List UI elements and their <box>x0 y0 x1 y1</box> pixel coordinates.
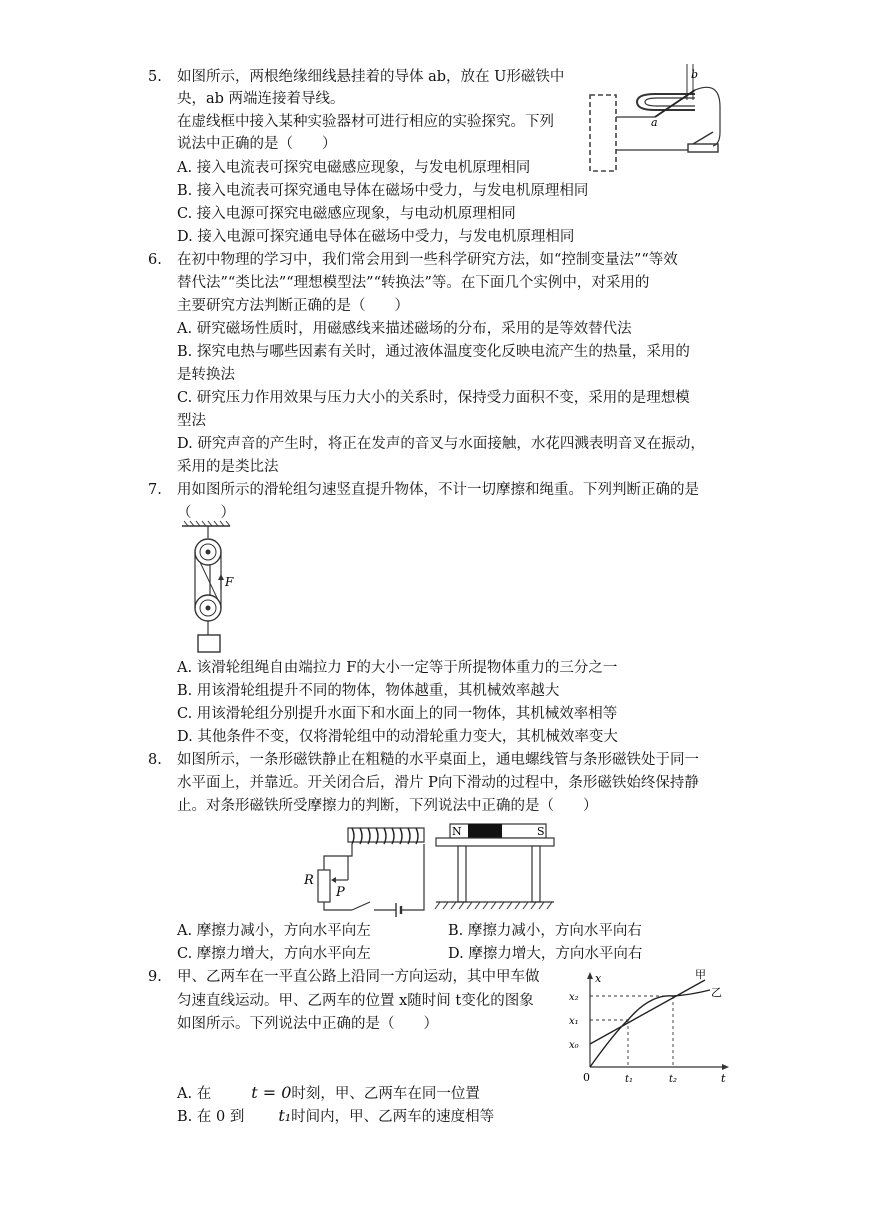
q5-label-b: b <box>691 68 699 81</box>
q5-stem-line-1: 如图所示，两根绝缘细线悬挂着的导体 ab，放在 U形磁铁中 <box>177 69 565 85</box>
q9-option-b-text: 时间内，甲、乙两车的速度相等 <box>291 1109 495 1125</box>
q5-number: 5. <box>148 69 162 85</box>
q8-option-d: D. 摩擦力增大，方向水平向右 <box>448 946 643 962</box>
q6-option-a: A. 研究磁场性质时，用磁感线来描述磁场的分布，采用的是等效替代法 <box>177 321 632 337</box>
q5-stem-line-3: 在虚线框中接入某种实验器材可进行相应的实验探究。下列 <box>177 114 554 130</box>
q7-figure-pulley-system <box>180 520 240 655</box>
q7-stem-line-2: （ ） <box>177 505 235 521</box>
q9-option-a-text: 时刻，甲、乙两车在同一位置 <box>291 1086 480 1102</box>
q5-option-d: D. 接入电源可探究通电导体在磁场中受力，与发电机原理相同 <box>177 229 575 245</box>
q5-option-a: A. 接入电流表可探究电磁感应现象，与发电机原理相同 <box>177 160 531 176</box>
q6-stem-line-3: 主要研究方法判断正确的是（ ） <box>177 298 409 314</box>
q6-option-d-line-2: 采用的是类比法 <box>177 459 279 475</box>
q9-series-jia: 甲 <box>695 968 706 981</box>
q8-stem-line-2: 水平面上，并靠近。开关闭合后，滑片 P向下滑动的过程中，条形磁铁始终保持静 <box>177 775 699 791</box>
q8-option-a: A. 摩擦力减小，方向水平向左 <box>177 923 371 939</box>
q6-option-c-line-1: C. 研究压力作用效果与压力大小的关系时，保持受力面积不变，采用的是理想模 <box>177 390 690 406</box>
q9-series-yi: 乙 <box>711 986 722 999</box>
q8-figure-solenoid-magnet <box>300 818 560 918</box>
q8-stem-line-1: 如图所示，一条形磁铁静止在粗糙的水平桌面上，通电螺线管与条形磁铁处于同一 <box>177 752 699 768</box>
q8-label-s: S <box>537 825 545 838</box>
q8-stem-line-3: 止。对条形磁铁所受摩擦力的判断，下列说法中正确的是（ ） <box>177 798 598 814</box>
q9-stem-line-2: 匀速直线运动。甲、乙两车的位置 x随时间 t变化的图象 <box>177 993 534 1009</box>
q9-option-a-prefix: A. 在 <box>177 1086 212 1102</box>
q7-label-f: F <box>225 575 234 589</box>
q7-option-a: A. 该滑轮组绳自由端拉力 F的大小一定等于所提物体重力的三分之一 <box>177 660 618 676</box>
q5-option-b: B. 接入电流表可探究通电导体在磁场中受力，与发电机原理相同 <box>177 183 589 199</box>
q6-option-d-line-1: D. 研究声音的产生时，将正在发声的音叉与水面接触，水花四溅表明音叉在振动， <box>177 436 705 452</box>
q7-option-c: C. 用该滑轮组分别提升水面下和水面上的同一物体，其机械效率相等 <box>177 706 618 722</box>
q8-option-b: B. 摩擦力减小，方向水平向右 <box>448 923 642 939</box>
q7-stem-line-1: 用如图所示的滑轮组匀速竖直提升物体，不计一切摩擦和绳重。下列判断正确的是 <box>177 482 699 498</box>
q9-tick-x0: x₀ <box>569 1040 579 1051</box>
q9-axis-x: t <box>721 1072 726 1085</box>
q8-number: 8. <box>148 752 162 768</box>
q6-stem-line-2: 替代法”“类比法”“理想模型法”“转换法”等。在下面几个实例中，对采用的 <box>177 275 650 291</box>
q6-option-b-line-1: B. 探究电热与哪些因素有关时，通过液体温度变化反映电流产生的热量，采用的 <box>177 344 690 360</box>
q5-figure-u-magnet <box>585 62 725 172</box>
q6-option-c-line-2: 型法 <box>177 413 206 429</box>
q9-tick-t1: t₁ <box>625 1074 634 1085</box>
q9-option-b-math: t₁ <box>278 1106 292 1125</box>
q8-label-r: R <box>304 873 314 888</box>
q9-axis-y: x <box>595 972 602 985</box>
q5-option-c: C. 接入电源可探究电磁感应现象，与电动机原理相同 <box>177 206 516 222</box>
q9-tick-x2: x₂ <box>569 992 579 1003</box>
q9-tick-t2: t₂ <box>669 1074 678 1085</box>
q9-option-b <box>177 1106 494 1127</box>
q9-stem-line-1: 甲、乙两车在一平直公路上沿同一方向运动，其中甲车做 <box>177 969 540 985</box>
q9-option-a-math: t = 0 <box>251 1083 292 1102</box>
q9-option-a <box>177 1083 480 1104</box>
q8-label-n: N <box>452 825 462 838</box>
q9-option-b-prefix: B. 在 0 到 <box>177 1109 245 1125</box>
q7-option-d: D. 其他条件不变，仅将滑轮组中的动滑轮重力变大，其机械效率变大 <box>177 729 618 745</box>
q5-stem-line-2: 央，ab 两端连接着导线。 <box>177 91 345 107</box>
q8-label-p: P <box>336 885 345 900</box>
q8-option-c: C. 摩擦力增大，方向水平向左 <box>177 946 371 962</box>
q9-figure-position-time-graph <box>565 962 735 1087</box>
q5-label-a: a <box>651 116 658 129</box>
q9-origin: 0 <box>583 1071 590 1084</box>
q9-number: 9. <box>148 969 162 985</box>
q9-tick-x1: x₁ <box>569 1016 579 1027</box>
q5-stem-line-4: 说法中正确的是（ ） <box>177 136 337 152</box>
q6-option-b-line-2: 是转换法 <box>177 367 235 383</box>
q6-number: 6. <box>148 252 162 268</box>
q7-option-b: B. 用该滑轮组提升不同的物体，物体越重，其机械效率越大 <box>177 683 560 699</box>
q9-stem-line-3: 如图所示。下列说法中正确的是（ ） <box>177 1016 438 1032</box>
q7-number: 7. <box>148 482 162 498</box>
q6-stem-line-1: 在初中物理的学习中，我们常会用到一些科学研究方法，如“控制变量法”“等效 <box>177 252 678 268</box>
